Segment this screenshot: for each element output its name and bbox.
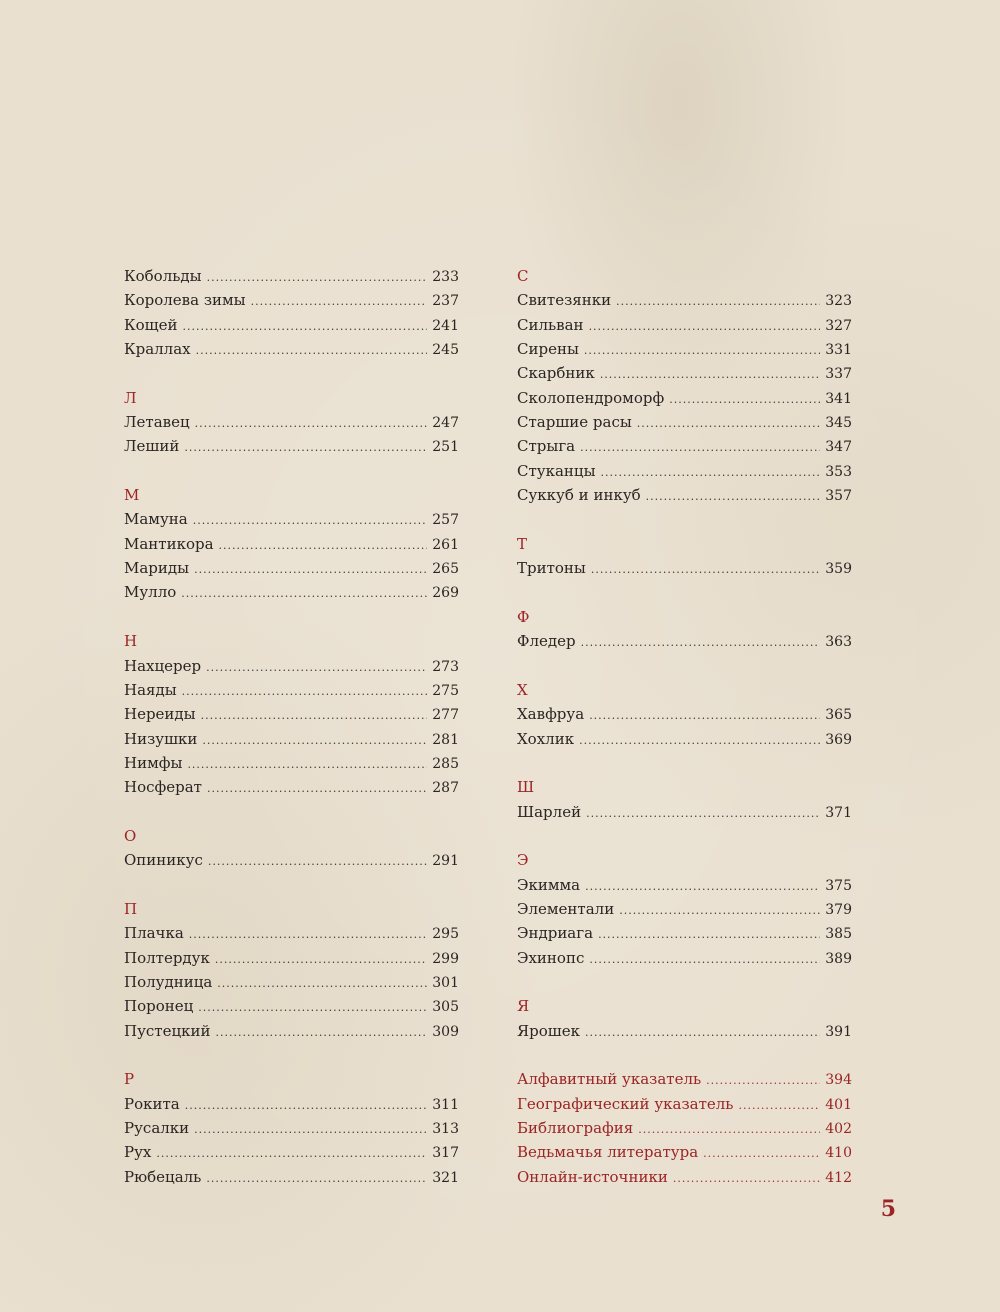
entry-title: Опиникус bbox=[124, 851, 203, 870]
entry-title: Нимфы bbox=[124, 753, 183, 772]
dot-leader bbox=[669, 388, 820, 412]
dot-leader bbox=[589, 704, 820, 728]
entry-page-number: 287 bbox=[432, 780, 459, 797]
section-spacer bbox=[517, 970, 852, 994]
dot-leader bbox=[637, 412, 820, 436]
entry-page-number: 305 bbox=[432, 999, 459, 1016]
entry-title: Элементали bbox=[517, 899, 615, 918]
toc-entry[interactable] bbox=[124, 313, 459, 337]
toc-entry[interactable] bbox=[124, 410, 459, 434]
entry-page-number: 265 bbox=[432, 561, 459, 578]
dot-leader bbox=[201, 704, 428, 728]
dot-leader bbox=[646, 485, 821, 509]
entry-title: Кощей bbox=[124, 315, 178, 334]
entry-page-number: 379 bbox=[825, 901, 852, 918]
dot-leader bbox=[589, 948, 820, 972]
dot-leader bbox=[673, 1167, 820, 1191]
entry-page-number: 353 bbox=[825, 463, 852, 480]
toc-entry[interactable] bbox=[124, 921, 459, 945]
toc-entry[interactable] bbox=[124, 337, 459, 361]
toc-entry[interactable] bbox=[124, 946, 459, 970]
toc-entry[interactable] bbox=[517, 800, 852, 824]
dot-leader bbox=[585, 875, 820, 899]
dot-leader bbox=[215, 948, 427, 972]
toc-column-right bbox=[517, 264, 852, 1189]
entry-title: Королева зимы bbox=[124, 291, 246, 310]
dot-leader bbox=[585, 1021, 820, 1045]
entry-title: Мантикора bbox=[124, 534, 214, 553]
section-letter: Ф bbox=[517, 607, 530, 626]
entry-page-number: 309 bbox=[432, 1023, 459, 1040]
entry-title: Русалки bbox=[124, 1119, 190, 1138]
toc-entry[interactable] bbox=[517, 483, 852, 507]
toc-entry[interactable] bbox=[124, 994, 459, 1018]
entry-page-number: 321 bbox=[432, 1169, 459, 1186]
toc-entry[interactable] bbox=[517, 386, 852, 410]
entry-page-number: 247 bbox=[432, 415, 459, 432]
toc-entry[interactable] bbox=[124, 264, 459, 288]
entry-title: Кобольды bbox=[124, 267, 202, 285]
entry-page-number: 291 bbox=[432, 853, 459, 870]
entry-title: Краллах bbox=[124, 340, 191, 359]
toc-entry[interactable] bbox=[517, 873, 852, 897]
entry-title: Полтердук bbox=[124, 948, 210, 967]
dot-leader bbox=[219, 534, 428, 558]
section-spacer bbox=[124, 1043, 459, 1067]
dot-leader bbox=[194, 558, 427, 582]
toc-entry[interactable] bbox=[517, 556, 852, 580]
toc-entry[interactable] bbox=[517, 313, 852, 337]
toc-entry[interactable] bbox=[517, 434, 852, 458]
entry-title: Плачка bbox=[124, 924, 184, 943]
entry-page-number: 281 bbox=[432, 731, 459, 748]
entry-page-number: 273 bbox=[432, 658, 459, 675]
entry-page-number: 371 bbox=[825, 804, 852, 821]
dot-leader bbox=[207, 266, 428, 290]
section-letter: М bbox=[124, 486, 140, 505]
section-spacer bbox=[124, 605, 459, 629]
section-letter: Т bbox=[517, 534, 528, 553]
entry-page-number: 313 bbox=[432, 1121, 459, 1138]
dot-leader bbox=[586, 802, 820, 826]
toc-entry[interactable] bbox=[124, 775, 459, 799]
toc-entry[interactable] bbox=[124, 556, 459, 580]
entry-title: Географический указатель bbox=[517, 1094, 734, 1113]
entry-title: Стуканцы bbox=[517, 461, 596, 480]
toc-entry[interactable] bbox=[517, 361, 852, 385]
dot-leader bbox=[184, 436, 427, 460]
entry-page-number: 394 bbox=[825, 1072, 852, 1089]
dot-leader bbox=[616, 290, 820, 314]
toc-entry[interactable] bbox=[517, 410, 852, 434]
section-letter: Р bbox=[124, 1070, 135, 1089]
entry-page-number: 369 bbox=[825, 731, 852, 748]
dot-leader bbox=[207, 777, 427, 801]
toc-entry[interactable] bbox=[517, 702, 852, 726]
entry-title: Сколопендроморф bbox=[517, 388, 665, 407]
entry-page-number: 347 bbox=[825, 439, 852, 456]
entry-title: Леший bbox=[124, 437, 180, 456]
entry-page-number: 341 bbox=[825, 390, 852, 407]
toc-entry[interactable] bbox=[517, 1019, 852, 1043]
toc-entry[interactable] bbox=[517, 629, 852, 653]
entry-title: Скарбник bbox=[517, 364, 595, 383]
entry-title: Рух bbox=[124, 1143, 152, 1162]
toc-entry[interactable] bbox=[124, 1116, 459, 1140]
entry-page-number: 285 bbox=[432, 755, 459, 772]
entry-title: Тритоны bbox=[517, 559, 586, 578]
entry-page-number: 337 bbox=[825, 366, 852, 383]
toc-appendix-entry[interactable] bbox=[517, 1092, 852, 1116]
entry-page-number: 257 bbox=[432, 512, 459, 529]
section-letter: П bbox=[124, 899, 138, 918]
entry-page-number: 241 bbox=[432, 317, 459, 334]
entry-page-number: 277 bbox=[432, 707, 459, 724]
entry-page-number: 402 bbox=[825, 1121, 852, 1138]
toc-entry[interactable] bbox=[517, 946, 852, 970]
dot-leader bbox=[206, 1167, 427, 1191]
entry-title: Алфавитный указатель bbox=[517, 1070, 702, 1089]
entry-title: Ярошек bbox=[517, 1021, 580, 1040]
toc-entry[interactable] bbox=[124, 434, 459, 458]
entry-page-number: 327 bbox=[825, 317, 852, 334]
entry-title: Наяды bbox=[124, 680, 177, 699]
toc-entry[interactable] bbox=[124, 848, 459, 872]
entry-title: Фледер bbox=[517, 632, 576, 651]
dot-leader bbox=[580, 436, 820, 460]
toc-entry[interactable] bbox=[124, 970, 459, 994]
entry-page-number: 261 bbox=[432, 536, 459, 553]
section-spacer bbox=[517, 751, 852, 775]
entry-title: Свитезянки bbox=[517, 291, 612, 310]
section-spacer bbox=[124, 800, 459, 824]
dot-leader bbox=[591, 558, 820, 582]
entry-title: Эхинопс bbox=[517, 948, 585, 967]
section-spacer bbox=[517, 1043, 852, 1067]
toc-entry[interactable] bbox=[517, 897, 852, 921]
entry-title: Стрыга bbox=[517, 437, 576, 456]
entry-page-number: 233 bbox=[432, 269, 459, 285]
entry-title: Сирены bbox=[517, 340, 579, 359]
toc-entry[interactable] bbox=[517, 459, 852, 483]
toc-appendix-entry[interactable] bbox=[517, 1140, 852, 1164]
dot-leader bbox=[182, 315, 427, 339]
entry-title: Мариды bbox=[124, 559, 190, 578]
entry-page-number: 301 bbox=[432, 974, 459, 991]
entry-title: Сильван bbox=[517, 315, 584, 334]
dot-leader bbox=[181, 582, 427, 606]
toc-appendix-entry[interactable] bbox=[517, 1165, 852, 1189]
entry-title: Нереиды bbox=[124, 705, 196, 724]
entry-title: Летавец bbox=[124, 413, 190, 432]
dot-leader bbox=[202, 729, 427, 753]
entry-page-number: 410 bbox=[825, 1145, 852, 1162]
entry-title: Старшие расы bbox=[517, 413, 632, 432]
dot-leader bbox=[195, 412, 428, 436]
dot-leader bbox=[187, 753, 427, 777]
toc-entry[interactable] bbox=[517, 727, 852, 751]
section-spacer bbox=[517, 580, 852, 604]
section-spacer bbox=[124, 873, 459, 897]
toc-entry[interactable] bbox=[124, 1140, 459, 1164]
entry-page-number: 237 bbox=[432, 293, 459, 310]
entry-page-number: 245 bbox=[432, 342, 459, 359]
entry-title: Полудница bbox=[124, 972, 213, 991]
toc-entry[interactable] bbox=[124, 580, 459, 604]
entry-page-number: 357 bbox=[825, 488, 852, 505]
toc-entry[interactable] bbox=[517, 337, 852, 361]
entry-title: Нахцерер bbox=[124, 656, 202, 675]
toc-entry[interactable] bbox=[517, 288, 852, 312]
entry-title: Хохлик bbox=[517, 729, 575, 748]
section-letter: Х bbox=[517, 680, 528, 699]
dot-leader bbox=[600, 363, 820, 387]
entry-page-number: 359 bbox=[825, 561, 852, 578]
section-spacer bbox=[124, 361, 459, 385]
entry-page-number: 365 bbox=[825, 707, 852, 724]
dot-leader bbox=[194, 1118, 427, 1142]
entry-page-number: 375 bbox=[825, 877, 852, 894]
entry-title: Онлайн-источники bbox=[517, 1167, 668, 1186]
dot-leader bbox=[579, 729, 820, 753]
toc-entry[interactable] bbox=[124, 727, 459, 751]
section-letter: Я bbox=[517, 997, 530, 1016]
dot-leader bbox=[216, 1021, 428, 1045]
dot-leader bbox=[185, 1094, 428, 1118]
toc-appendix-entry[interactable] bbox=[517, 1116, 852, 1140]
entry-title: Суккуб и инкуб bbox=[517, 486, 641, 505]
entry-page-number: 391 bbox=[825, 1023, 852, 1040]
section-letter: Н bbox=[124, 632, 138, 651]
toc-entry[interactable] bbox=[124, 1165, 459, 1189]
section-spacer bbox=[517, 654, 852, 678]
dot-leader bbox=[703, 1142, 820, 1166]
entry-page-number: 345 bbox=[825, 415, 852, 432]
page-number: 5 bbox=[880, 1196, 896, 1222]
entry-title: Носферат bbox=[124, 778, 202, 797]
section-letter: Л bbox=[124, 388, 137, 407]
entry-title: Низушки bbox=[124, 729, 198, 748]
entry-page-number: 251 bbox=[432, 439, 459, 456]
entry-title: Рокита bbox=[124, 1094, 180, 1113]
section-letter: Ш bbox=[517, 778, 535, 797]
entry-page-number: 269 bbox=[432, 585, 459, 602]
toc-entry[interactable] bbox=[124, 654, 459, 678]
section-letter: Э bbox=[517, 851, 529, 870]
dot-leader bbox=[196, 339, 428, 363]
entry-title: Мулло bbox=[124, 583, 177, 602]
toc-column-left bbox=[124, 264, 459, 1189]
dot-leader bbox=[581, 631, 821, 655]
section-spacer bbox=[517, 824, 852, 848]
dot-leader bbox=[706, 1069, 820, 1093]
entry-title: Поронец bbox=[124, 997, 194, 1016]
entry-page-number: 331 bbox=[825, 342, 852, 359]
toc-entry[interactable] bbox=[124, 288, 459, 312]
entry-page-number: 275 bbox=[432, 682, 459, 699]
dot-leader bbox=[598, 923, 820, 947]
toc-entry[interactable] bbox=[124, 678, 459, 702]
entry-page-number: 295 bbox=[432, 926, 459, 943]
dot-leader bbox=[251, 290, 428, 314]
dot-leader bbox=[601, 461, 821, 485]
entry-page-number: 385 bbox=[825, 926, 852, 943]
dot-leader bbox=[589, 315, 821, 339]
entry-page-number: 299 bbox=[432, 950, 459, 967]
entry-title: Ведьмачья литература bbox=[517, 1143, 699, 1162]
section-spacer bbox=[124, 459, 459, 483]
dot-leader bbox=[193, 509, 428, 533]
toc-entry[interactable] bbox=[124, 507, 459, 531]
entry-page-number: 323 bbox=[825, 293, 852, 310]
entry-title: Хавфруа bbox=[517, 705, 585, 724]
entry-title: Пустецкий bbox=[124, 1021, 211, 1040]
dot-leader bbox=[638, 1118, 820, 1142]
entry-title: Эндриага bbox=[517, 924, 594, 943]
dot-leader bbox=[619, 899, 820, 923]
entry-page-number: 311 bbox=[432, 1096, 459, 1113]
toc-entry[interactable] bbox=[124, 1019, 459, 1043]
toc-entry[interactable] bbox=[124, 1092, 459, 1116]
entry-page-number: 412 bbox=[825, 1169, 852, 1186]
toc-appendix-entry[interactable] bbox=[517, 1067, 852, 1091]
toc-entry[interactable] bbox=[124, 532, 459, 556]
toc-entry[interactable] bbox=[124, 751, 459, 775]
section-spacer bbox=[517, 507, 852, 531]
dot-leader bbox=[738, 1094, 820, 1118]
entry-title: Мамуна bbox=[124, 510, 188, 529]
dot-leader bbox=[208, 850, 427, 874]
entry-page-number: 389 bbox=[825, 950, 852, 967]
entry-page-number: 317 bbox=[432, 1145, 459, 1162]
section-letter: С bbox=[517, 267, 529, 285]
dot-leader bbox=[156, 1142, 427, 1166]
dot-leader bbox=[206, 656, 427, 680]
toc-entry[interactable] bbox=[124, 702, 459, 726]
entry-title: Экимма bbox=[517, 875, 581, 894]
dot-leader bbox=[198, 996, 427, 1020]
entry-title: Библиография bbox=[517, 1119, 634, 1138]
entry-title: Шарлей bbox=[517, 802, 582, 821]
entry-page-number: 363 bbox=[825, 634, 852, 651]
entry-title: Рюбецаль bbox=[124, 1167, 202, 1186]
section-letter: О bbox=[124, 826, 137, 845]
dot-leader bbox=[584, 339, 820, 363]
dot-leader bbox=[189, 923, 427, 947]
dot-leader bbox=[182, 680, 428, 704]
entry-page-number: 401 bbox=[825, 1096, 852, 1113]
toc-entry[interactable] bbox=[517, 921, 852, 945]
dot-leader bbox=[217, 972, 427, 996]
